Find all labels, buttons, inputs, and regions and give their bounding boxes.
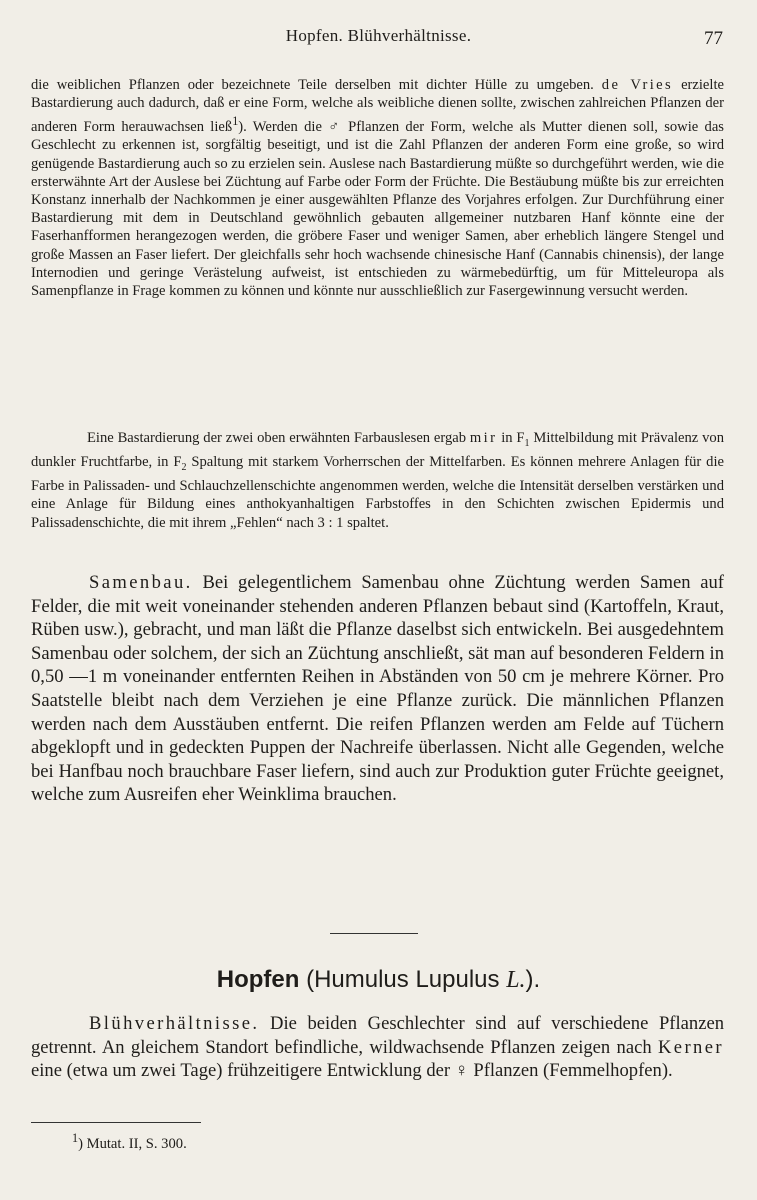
text-run: Spaltung mit starkem Vorherrschen der Mittelfarben. Es können mehrere Anlagen für die Farbe in Palissaden- und Schlauchzellenschichte angenommen werden, welche die Intensität derselben verstärken und eine Anlage für Bildung eines anthokyanhaltigen Farbstoffes in den Schichten zwischen Epidermis und Palissadenschichte, die mit ihrem „Fehlen“ nach 3 : 1 spaltet. <box>31 454 724 531</box>
heading-latin: (Humulus Lupulus <box>299 966 507 993</box>
heading-bold: Hopfen <box>216 966 300 993</box>
author-name-kerner: Kerner <box>657 1036 724 1058</box>
section-heading-hopfen <box>0 966 757 994</box>
text-run: erzielte Bastardierung auch dadurch, daß er eine Form, welche als weibliche dienen sollte, zwischen zahlreichen Pflanzen der anderen Form herauwachsen ließ <box>31 77 725 136</box>
text-run: eine (etwa um zwei Tage) frühzeitigere Entwicklung der ♀ Pflanzen (Femmelhopfen). <box>31 1060 673 1082</box>
footnote-text: ) Mutat. II, S. 300. <box>78 1135 187 1152</box>
section-divider <box>330 933 418 934</box>
subscript-f2: 2 <box>181 462 187 474</box>
paragraph-hybridization <box>31 76 724 300</box>
paragraph-color-crossing <box>31 429 724 532</box>
text-run: Bei gelegentlichem Samenbau ohne Züchtung werden Samen auf Felder, die mit weit voneinander stehenden anderen Pflanzen bebaut sind (Kartoffeln, Kraut, Rüben usw.), gebracht, und man läßt die Pflanze daselbst sich entwickeln. Bei ausgedehntem Samenbau oder solchem, der sich an Züchtung anschließt, sät man auf besonderen Feldern in 0,50 —1 m voneinander entfernten Reihen in Abständen von 50 cm je mehrere Körner. Pro Saatstelle bleibt nach dem Verziehen je eine Pflanze zurück. Die männlichen Pflanzen werden nach dem Ausstäuben entfernt. Die reifen Pflanzen werden am Felde auf Tüchern abgeklopft und in gedeckten Puppen der Nachreife überlassen. Nicht alle Gegenden, welche bei Hanfbau noch brauchbare Faser liefern, sind auch zur Produktion guter Früchte geeignet, welche zum Ausreifen eher Weinklima brauchen. <box>31 572 724 806</box>
emphasis-mir: mir <box>469 430 498 446</box>
text-run: in F <box>497 430 525 446</box>
running-head <box>0 26 757 50</box>
text-run: Mittelbildung mit Prävalenz von dunkler Fruchtfarbe, in F <box>31 430 725 471</box>
running-head-title: Hopfen. Blühverhältnisse. <box>285 26 472 45</box>
section-lead-bluehverhaeltnisse: Blühverhältnisse. <box>89 1013 260 1034</box>
author-name-de-vries: de Vries <box>601 77 674 93</box>
text-run: ). Werden die ♂ Pflanzen der Form, welche als Mutter dienen soll, sowie das Geschlecht zu erkennen ist, sorgfältig beseitigt, und ist die Zahl Pflanzen der anderen Form eine große, so wird genügende Bastardierung auch so zu erzielen sein. Auslese nach Bastardierung müßte so durchgeführt werden, wie die ersterwähnte Art der Auslese bei Züchtung auf Farbe oder Form der Früchte. Die Bestäubung müßte bis zur erreichten Konstanz innerhalb der Nachkommen je einer ausgewählten Pflanze des Vorjahres erfolgen. Zur Durchführung einer Bastardierung mit dem in Deutschland gewöhnlich gebauten allgemeiner nutzbaren Hanf könnte eine der Faserhanfformen herangezogen werden, die gröbere Faser und weniger Samen, aber erheblich längere Stengel und große Massen an Faser liefert. Der gleichfalls sehr hoch wachsende chinesische Hanf (Cannabis chinensis), der lange Internodien und geringe Verästelung aufweist, ist entschieden zu wärmebedürftig, um für Mitteleuropa als Samenpflanze in Frage kommen zu können und könnte nur ausschließlich zur Fasergewinnung versucht werden. <box>31 119 724 300</box>
heading-author: L. <box>506 967 526 993</box>
footnote-rule <box>31 1122 201 1123</box>
paragraph-bluehverhaeltnisse <box>31 1012 724 1083</box>
heading-close: ). <box>525 966 541 993</box>
footnote-ref: 1 <box>232 114 239 129</box>
page-number: 77 <box>704 28 723 49</box>
text-run: die weiblichen Pflanzen oder bezeichnete Teile derselben mit dichter Hülle zu umgeben. <box>31 77 602 93</box>
text-run: Eine Bastardierung der zwei oben erwähnten Farbauslesen ergab <box>87 430 470 446</box>
footnote <box>72 1131 187 1153</box>
paragraph-samenbau <box>31 571 724 807</box>
subscript-f1: 1 <box>524 437 530 449</box>
text-run: Die beiden Geschlechter sind auf verschiedene Pflanzen getrennt. An gleichem Standort befindliche, wildwachsende Pflanzen zeigen nach <box>31 1013 724 1058</box>
section-lead-samenbau: Samenbau. <box>89 572 193 593</box>
footnote-mark: 1 <box>72 1131 79 1145</box>
